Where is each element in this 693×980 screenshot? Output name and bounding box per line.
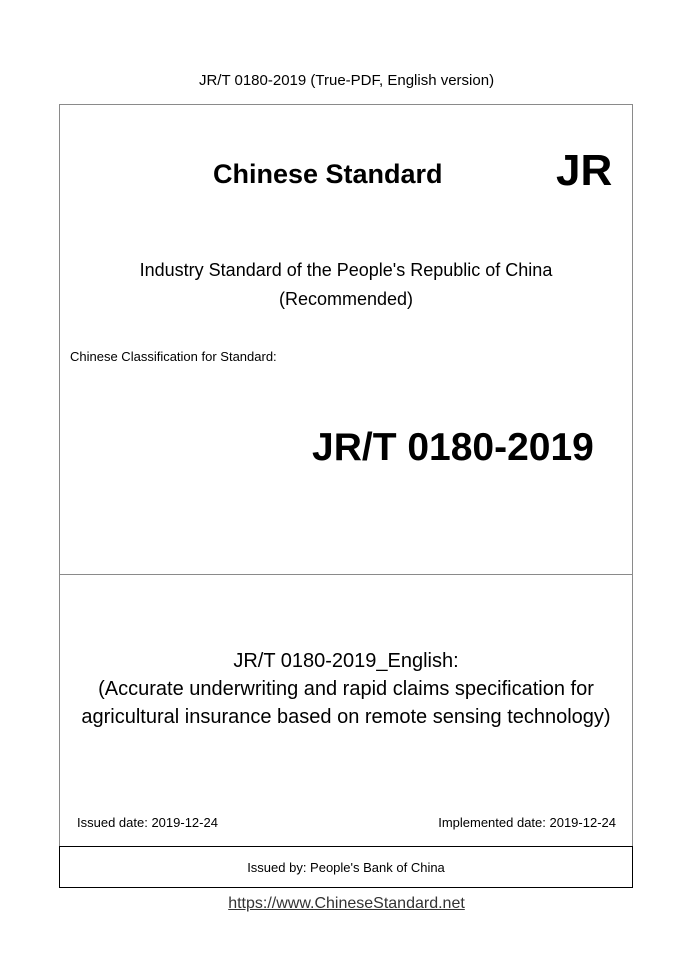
website-link[interactable]: https://www.ChineseStandard.net <box>228 895 465 912</box>
industry-standard-line: Industry Standard of the People's Republic of China <box>139 260 553 280</box>
document-title: JR/T 0180-2019_English: <box>233 650 459 672</box>
cover-heading: Chinese Standard <box>213 159 443 189</box>
issuer-box <box>59 846 633 888</box>
issued-date: Issued date: 2019-12-24 <box>77 815 218 830</box>
classification-label: Chinese Classification for Standard: <box>70 349 277 364</box>
document-description-line1: (Accurate underwriting and rapid claims specification for <box>98 678 594 700</box>
standard-number: JR/T 0180-2019 <box>312 426 594 469</box>
issuer-label: Issued by: People's Bank of China <box>247 859 445 875</box>
standard-code-badge: JR <box>556 146 613 195</box>
document-description-line2: agricultural insurance based on remote sensing technology) <box>81 706 611 728</box>
recommended-label: (Recommended) <box>278 289 414 309</box>
page-header-title: JR/T 0180-2019 (True-PDF, English version) <box>198 72 495 89</box>
implemented-date: Implemented date: 2019-12-24 <box>438 815 616 830</box>
